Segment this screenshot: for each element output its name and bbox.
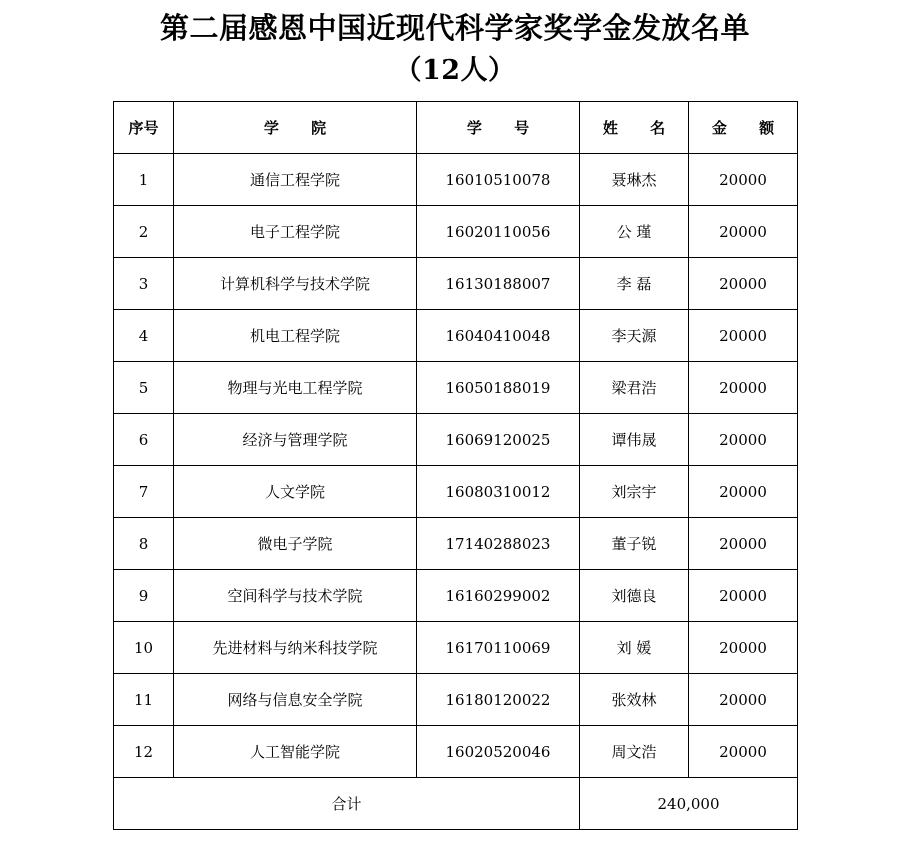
cell-amount: 20000 <box>689 622 798 674</box>
cell-student-id: 16010510078 <box>417 154 580 206</box>
table-row <box>114 622 798 674</box>
cell-name: 谭伟晟 <box>580 414 689 466</box>
cell-student-id: 16160299002 <box>417 570 580 622</box>
table-row <box>114 414 798 466</box>
cell-name: 刘宗宇 <box>580 466 689 518</box>
cell-index: 5 <box>114 362 174 414</box>
cell-index: 6 <box>114 414 174 466</box>
cell-student-id: 16040410048 <box>417 310 580 362</box>
cell-name: 梁君浩 <box>580 362 689 414</box>
table-row <box>114 518 798 570</box>
cell-index: 2 <box>114 206 174 258</box>
table-row <box>114 206 798 258</box>
cell-name: 刘德良 <box>580 570 689 622</box>
cell-amount: 20000 <box>689 674 798 726</box>
cell-name: 周文浩 <box>580 726 689 778</box>
cell-index: 11 <box>114 674 174 726</box>
cell-student-id: 16069120025 <box>417 414 580 466</box>
page-subtitle: （12人） <box>394 55 516 86</box>
table-row <box>114 570 798 622</box>
total-label: 合计 <box>114 778 580 830</box>
cell-amount: 20000 <box>689 310 798 362</box>
award-table <box>113 101 798 830</box>
header-index: 序号 <box>114 102 174 154</box>
header-student-id-label: 学 号 <box>466 119 543 137</box>
cell-name: 李 磊 <box>580 258 689 310</box>
table-row <box>114 362 798 414</box>
cell-college: 微电子学院 <box>174 518 417 570</box>
cell-student-id: 16170110069 <box>417 622 580 674</box>
header-name <box>580 102 689 154</box>
cell-student-id: 17140288023 <box>417 518 580 570</box>
cell-college: 先进材料与纳米科技学院 <box>174 622 417 674</box>
cell-name: 董子锐 <box>580 518 689 570</box>
cell-name: 李天源 <box>580 310 689 362</box>
cell-amount: 20000 <box>689 726 798 778</box>
cell-amount: 20000 <box>689 466 798 518</box>
cell-student-id: 16020520046 <box>417 726 580 778</box>
cell-index: 4 <box>114 310 174 362</box>
header-amount <box>689 102 798 154</box>
cell-amount: 20000 <box>689 570 798 622</box>
cell-student-id: 16130188007 <box>417 258 580 310</box>
cell-index: 1 <box>114 154 174 206</box>
cell-amount: 20000 <box>689 518 798 570</box>
cell-index: 12 <box>114 726 174 778</box>
cell-student-id: 16020110056 <box>417 206 580 258</box>
header-amount-label: 金 额 <box>711 119 788 137</box>
table-row <box>114 310 798 362</box>
cell-name: 聂琳杰 <box>580 154 689 206</box>
cell-index: 8 <box>114 518 174 570</box>
header-college-label: 学 院 <box>263 119 340 137</box>
cell-index: 7 <box>114 466 174 518</box>
cell-name: 公 瑾 <box>580 206 689 258</box>
cell-index: 9 <box>114 570 174 622</box>
table-row <box>114 154 798 206</box>
table-body <box>114 154 798 830</box>
cell-amount: 20000 <box>689 414 798 466</box>
cell-college: 网络与信息安全学院 <box>174 674 417 726</box>
cell-college: 计算机科学与技术学院 <box>174 258 417 310</box>
cell-college: 电子工程学院 <box>174 206 417 258</box>
cell-college: 物理与光电工程学院 <box>174 362 417 414</box>
total-value: 240,000 <box>580 778 798 830</box>
cell-index: 3 <box>114 258 174 310</box>
table-row <box>114 726 798 778</box>
cell-name: 刘 媛 <box>580 622 689 674</box>
cell-college: 空间科学与技术学院 <box>174 570 417 622</box>
cell-amount: 20000 <box>689 206 798 258</box>
cell-college: 通信工程学院 <box>174 154 417 206</box>
cell-amount: 20000 <box>689 258 798 310</box>
cell-college: 经济与管理学院 <box>174 414 417 466</box>
cell-college: 机电工程学院 <box>174 310 417 362</box>
table-header-row <box>114 102 798 154</box>
page-title: 第二届感恩中国近现代科学家奖学金发放名单 <box>159 11 750 45</box>
header-student-id <box>417 102 580 154</box>
cell-student-id: 16050188019 <box>417 362 580 414</box>
cell-amount: 20000 <box>689 154 798 206</box>
table-row <box>114 258 798 310</box>
header-name-label: 姓 名 <box>602 119 679 137</box>
table-row <box>114 466 798 518</box>
table-row <box>114 674 798 726</box>
cell-amount: 20000 <box>689 362 798 414</box>
header-college <box>174 102 417 154</box>
cell-student-id: 16180120022 <box>417 674 580 726</box>
cell-college: 人文学院 <box>174 466 417 518</box>
cell-index: 10 <box>114 622 174 674</box>
cell-college: 人工智能学院 <box>174 726 417 778</box>
cell-name: 张效林 <box>580 674 689 726</box>
cell-student-id: 16080310012 <box>417 466 580 518</box>
total-row <box>114 778 798 830</box>
